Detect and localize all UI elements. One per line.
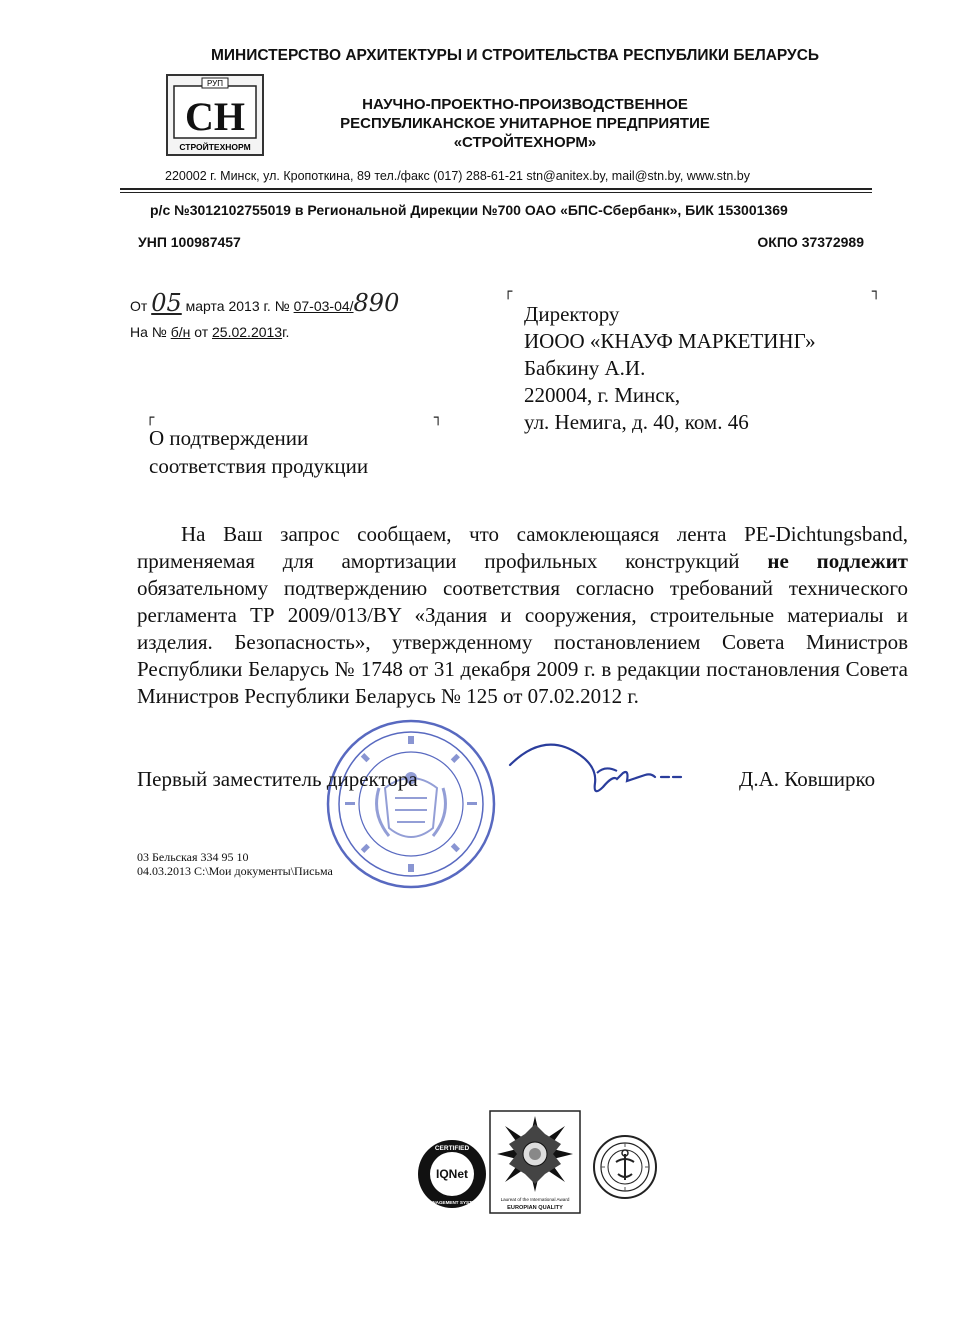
body-part-1: На Ваш запрос сообщаем, что самоклеющаяся лента PE-Dichtungsband, применяемая для амортизации профильных конструкций: [137, 522, 908, 573]
executor-line-2: 04.03.2013 C:\Мои документы\Письма: [137, 864, 333, 878]
reply-date: 25.02.2013: [212, 324, 283, 340]
subject-block: [149, 424, 368, 480]
award-caption-1: Laureat of the International Award: [500, 1197, 570, 1202]
subject-corner-right: ┐: [434, 410, 443, 426]
contact-line: 220002 г. Минск, ул. Кропоткина, 89 тел./факс (017) 288-61-21 stn@anitex.by, mail@stn.by, www.stn.by: [165, 169, 750, 183]
european-quality-award-logo: [489, 1110, 581, 1214]
executor-info: [137, 850, 333, 878]
address-corner-right: ┐: [872, 284, 881, 300]
month-year: марта 2013 г. №: [185, 298, 290, 314]
iqnet-bottom-text: MANAGEMENT SYSTEM: [425, 1200, 479, 1205]
reply-from: от: [194, 324, 209, 340]
addressee-block: [524, 301, 816, 436]
subject-line-2: соответствия продукции: [149, 454, 369, 478]
okpo-number: ОКПО 37372989: [757, 234, 864, 250]
addressee-line-5: ул. Немига, д. 40, ком. 46: [524, 410, 749, 434]
ministry-heading: МИНИСТЕРСТВО АРХИТЕКТУРЫ И СТРОИТЕЛЬСТВА РЕСПУБЛИКИ БЕЛАРУСЬ: [210, 47, 820, 64]
handwritten-signature: [505, 735, 685, 805]
official-stamp: [325, 718, 497, 890]
reply-number: б/н: [170, 324, 191, 340]
iqnet-name: IQNet: [435, 1167, 469, 1181]
addressee-line-3: Бабкину А.И.: [524, 356, 646, 380]
letter-body: [137, 521, 908, 710]
from-prefix: От: [130, 298, 148, 314]
letter-number: 07-03-04/: [293, 298, 354, 314]
logo-letters: СН: [185, 94, 245, 139]
addressee-line-2: ИООО «КНАУФ МАРКЕТИНГ»: [524, 329, 816, 353]
handwritten-day: 05: [151, 289, 182, 317]
organization-name: [250, 95, 800, 152]
signer-title: Первый заместитель директора: [137, 767, 418, 791]
reply-prefix: На №: [130, 324, 167, 340]
org-line-2: РЕСПУБЛИКАНСКОЕ УНИТАРНОЕ ПРЕДПРИЯТИЕ: [340, 115, 710, 132]
addressee-line-1: Директору: [524, 302, 620, 326]
logo-top-text: РУП: [207, 79, 223, 88]
org-line-1: НАУЧНО-ПРОЕКТНО-ПРОИЗВОДСТВЕННОЕ: [362, 96, 688, 113]
accreditation-seal-logo: [592, 1134, 658, 1200]
reply-suffix: г.: [282, 324, 290, 340]
incoming-reference: [130, 324, 289, 340]
address-corner-left: ┌: [504, 284, 513, 300]
iqnet-top-text: CERTIFIED: [434, 1145, 470, 1152]
body-part-2: обязательному подтверждению соответствия согласно требований технического регламента ТР 2009/013/BY «Здания и сооружения, строительные материалы и изделия. Безопасность», утвержденному постановлением Совета Министров Республики Беларусь № 1748 от 31 декабря 2009 г. в редакции постановления Совета Министров Республики Беларусь № 125 от 07.02.2012 г.: [137, 576, 908, 708]
org-line-3: «СТРОЙТЕХНОРМ»: [453, 134, 597, 151]
outgoing-reference: [130, 289, 399, 317]
subject-line-1: О подтверждении: [149, 426, 309, 450]
signer-name: Д.А. Ковширко: [739, 767, 876, 791]
subject-corner-left: ┌: [146, 410, 155, 426]
handwritten-number: 890: [353, 289, 400, 317]
unp-number: УНП 100987457: [138, 234, 241, 250]
executor-line-1: 03 Бельская 334 95 10: [137, 850, 249, 864]
addressee-line-4: 220004, г. Минск,: [524, 383, 681, 407]
bank-details: р/с №3012102755019 в Региональной Дирекции №700 ОАО «БПС-Сбербанк», БИК 153001369: [150, 202, 788, 218]
header-divider: [120, 188, 872, 190]
logo-bottom-text: СТРОЙТЕХНОРМ: [179, 142, 251, 152]
award-caption-2: EUROPIAN QUALITY: [507, 1205, 563, 1211]
iqnet-certified-logo: [416, 1138, 488, 1210]
header-divider-thin: [120, 192, 872, 193]
body-emphasis: не подлежит: [767, 549, 908, 573]
